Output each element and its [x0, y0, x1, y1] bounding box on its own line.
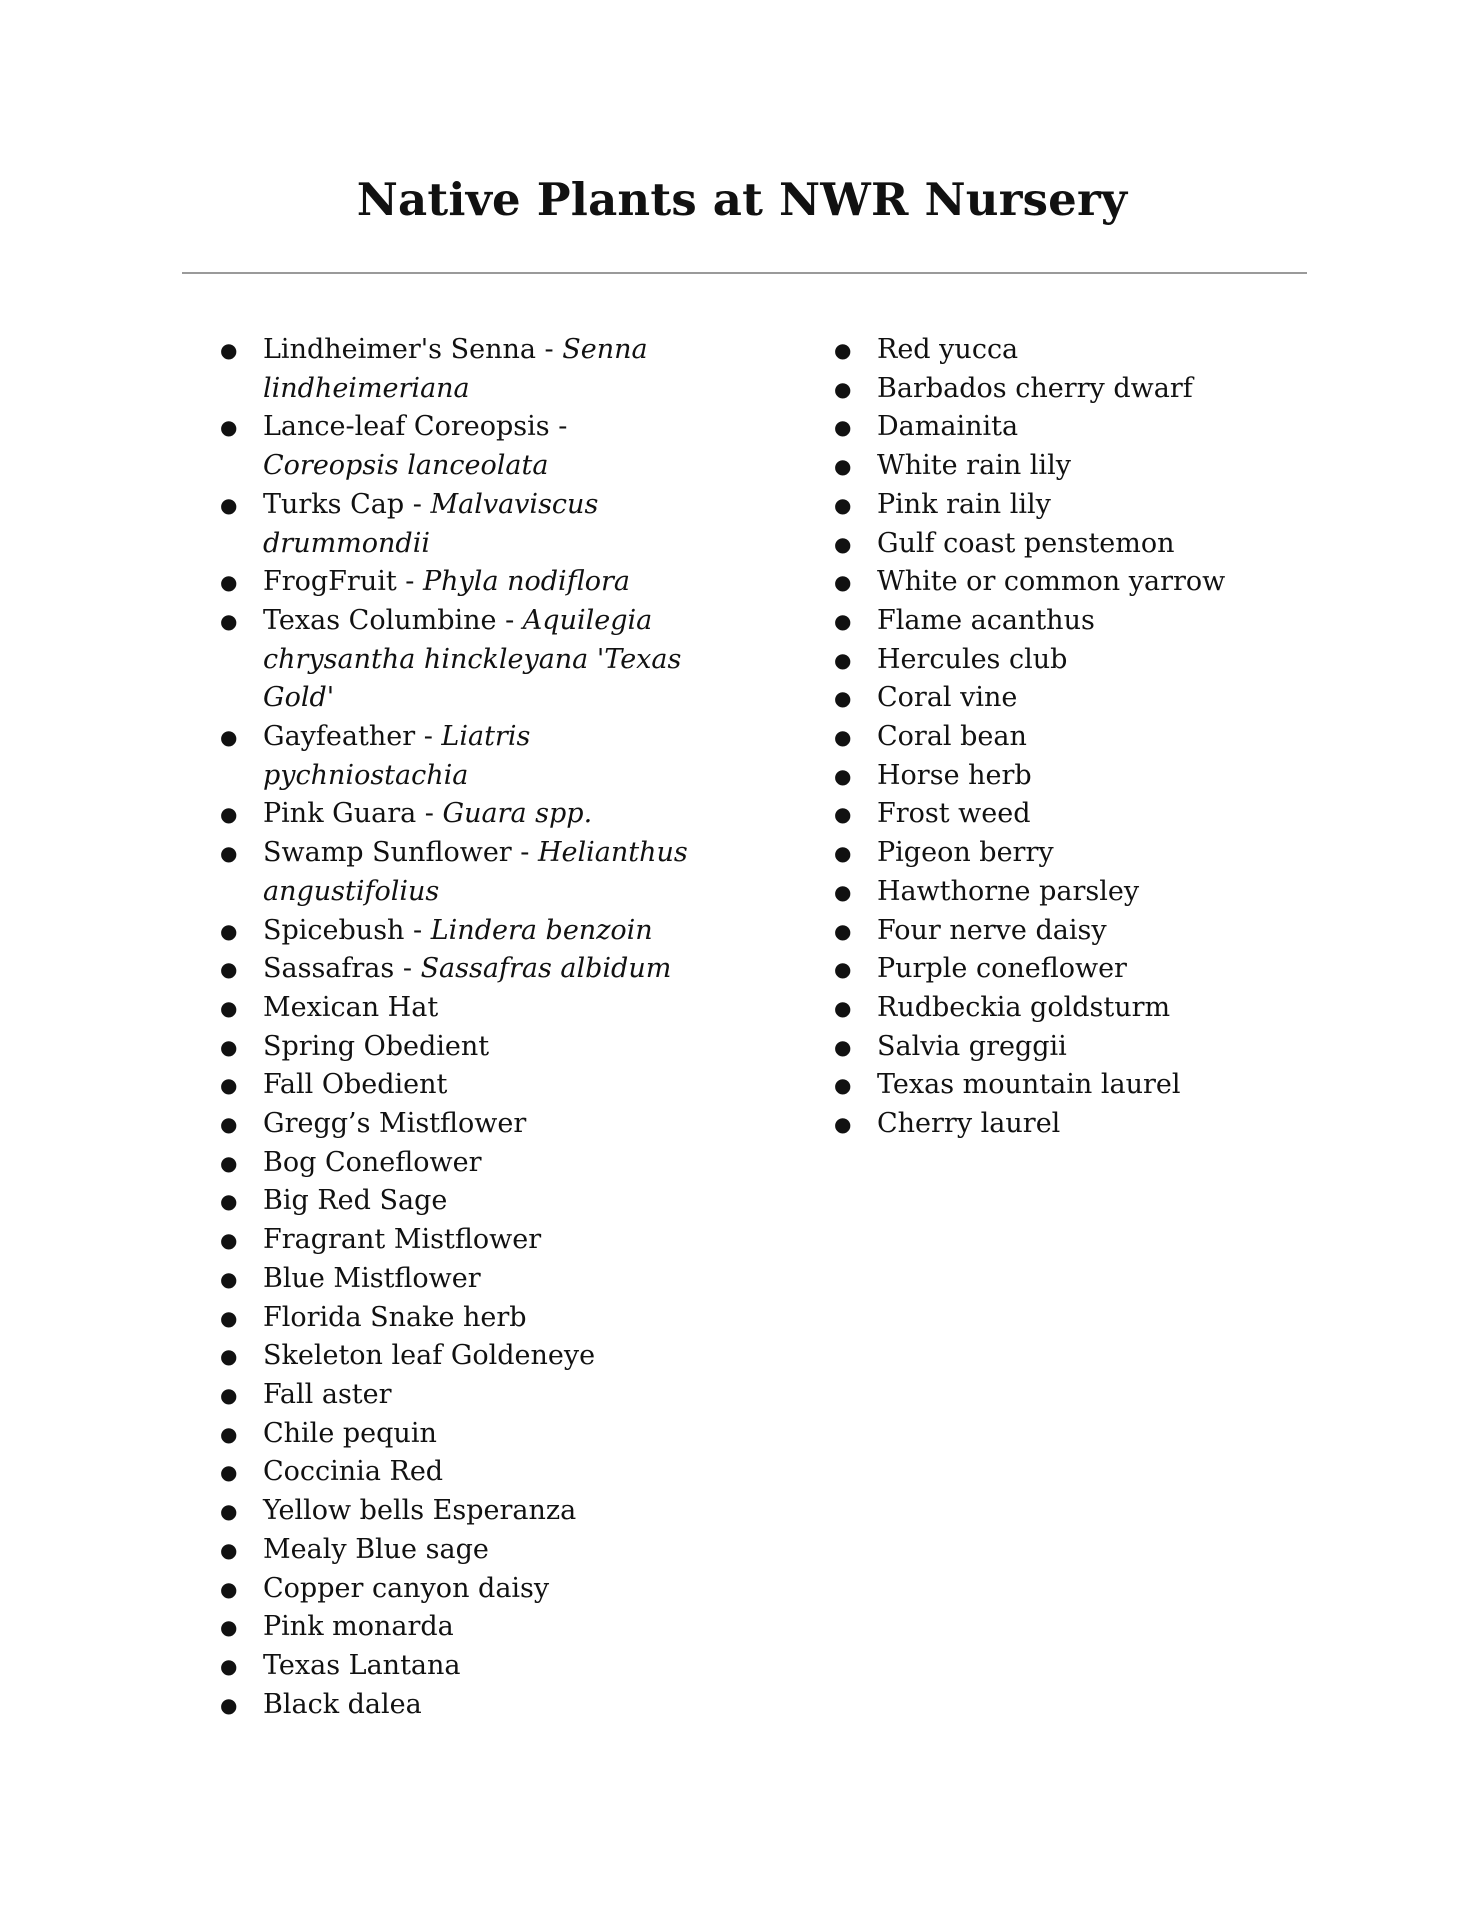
list-item: [214, 950, 699, 989]
plant-common-name: Fragrant Mistflower: [263, 1224, 542, 1256]
plant-common-name: Barbados cherry dwarf: [877, 372, 1193, 404]
bullet-icon: ●: [220, 841, 238, 866]
plant-scientific-name: Sassafras albidum: [420, 953, 672, 985]
plant-common-name: Pigeon berry: [877, 837, 1054, 869]
name-separator: -: [396, 566, 423, 598]
list-item: [214, 989, 699, 1028]
plant-common-name: Texas mountain laurel: [877, 1069, 1181, 1101]
bullet-icon: ●: [220, 1034, 238, 1059]
list-item: [214, 1686, 699, 1725]
bullet-icon: ●: [834, 608, 852, 633]
list-item: [214, 563, 699, 602]
plant-common-name: Pink Guara: [263, 798, 417, 830]
plant-common-name: Fall aster: [263, 1378, 392, 1410]
plant-common-name: White rain lily: [877, 450, 1071, 482]
bullet-icon: ●: [220, 1228, 238, 1253]
bullet-icon: ●: [834, 647, 852, 672]
plant-common-name: Hawthorne parsley: [877, 875, 1140, 907]
bullet-icon: ●: [220, 608, 238, 633]
plant-common-name: Hercules club: [877, 643, 1068, 675]
plant-common-name: Rudbeckia goldsturm: [877, 991, 1171, 1023]
plant-common-name: Pink monarda: [263, 1611, 454, 1643]
name-separator: -: [415, 721, 442, 753]
name-separator: -: [496, 604, 523, 636]
list-item: [214, 1299, 699, 1338]
list-item: [214, 1260, 699, 1299]
bullet-icon: ●: [220, 1421, 238, 1446]
plant-common-name: Big Red Sage: [263, 1185, 448, 1217]
plant-common-name: Horse herb: [877, 759, 1032, 791]
plant-common-name: Salvia greggii: [877, 1030, 1067, 1062]
bullet-icon: ●: [220, 995, 238, 1020]
bullet-icon: ●: [834, 338, 852, 362]
bullet-icon: ●: [834, 802, 852, 827]
list-item: [828, 331, 1308, 370]
plant-common-name: White or common yarrow: [877, 566, 1226, 598]
name-separator: -: [394, 953, 421, 985]
plant-scientific-name: Guara spp.: [442, 798, 593, 830]
list-item: [214, 1453, 699, 1492]
bullet-icon: ●: [834, 415, 852, 440]
list-item: [828, 795, 1308, 834]
bullet-icon: ●: [220, 1460, 238, 1485]
plant-common-name: Fall Obedient: [263, 1069, 448, 1101]
plant-common-name: Pink rain lily: [877, 488, 1051, 520]
list-item: [214, 1376, 699, 1415]
list-item: [828, 757, 1308, 796]
plant-common-name: Copper canyon daisy: [263, 1572, 550, 1604]
plant-common-name: Coccinia Red: [263, 1456, 444, 1488]
plant-scientific-name: Senna lindheimeriana: [263, 334, 648, 404]
name-separator: -: [535, 334, 563, 365]
plant-scientific-name: Coreopsis lanceolata: [263, 450, 549, 482]
plant-common-name: Gayfeather: [263, 721, 416, 753]
bullet-icon: ●: [834, 570, 852, 595]
name-separator: -: [549, 411, 568, 443]
name-separator: -: [511, 837, 539, 869]
list-item: [214, 602, 699, 718]
name-separator: -: [404, 488, 431, 520]
bullet-icon: ●: [834, 879, 852, 904]
bullet-icon: ●: [834, 376, 852, 401]
bullet-icon: ●: [220, 1189, 238, 1214]
bullet-icon: ●: [220, 1344, 238, 1369]
plant-common-name: Purple coneflower: [877, 953, 1127, 985]
bullet-icon: ●: [834, 763, 852, 788]
plant-common-name: Spicebush: [263, 914, 405, 946]
plant-common-name: Texas Columbine: [263, 604, 497, 636]
bullet-icon: ●: [834, 531, 852, 556]
plant-scientific-name: Aquilegia chrysantha hinckleyana 'Texas Gold': [263, 604, 682, 714]
list-item: [214, 1608, 699, 1647]
bullet-icon: ●: [220, 1537, 238, 1562]
plant-common-name: Blue Mistflower: [263, 1262, 481, 1294]
list-item: [828, 563, 1308, 602]
bullet-icon: ●: [834, 492, 852, 517]
plant-common-name: Turks Cap: [263, 488, 405, 520]
plant-scientific-name: Liatris pychniostachia: [263, 721, 531, 791]
plant-common-name: Sassafras: [263, 953, 395, 985]
plant-common-name: Gulf coast penstemon: [877, 527, 1175, 559]
bullet-icon: ●: [220, 802, 238, 827]
bullet-icon: ●: [834, 686, 852, 711]
bullet-icon: ●: [834, 841, 852, 866]
list-item: [828, 370, 1308, 409]
list-item: [828, 950, 1308, 989]
plant-common-name: Skeleton leaf Goldeneye: [263, 1340, 596, 1372]
bullet-icon: ●: [220, 918, 238, 943]
plant-common-name: Yellow bells Esperanza: [263, 1495, 577, 1527]
list-item: [214, 1492, 699, 1531]
bullet-icon: ●: [834, 995, 852, 1020]
bullet-icon: ●: [220, 1653, 238, 1678]
list-item: [828, 718, 1308, 757]
bullet-icon: ●: [220, 1112, 238, 1137]
list-item: [828, 912, 1308, 951]
bullet-icon: ●: [834, 454, 852, 479]
plant-common-name: Texas Lantana: [263, 1649, 461, 1681]
list-item: [214, 331, 699, 408]
plant-common-name: FrogFruit: [263, 566, 397, 598]
plant-common-name: Damainita: [877, 411, 1019, 443]
bullet-icon: ●: [834, 1073, 852, 1098]
plant-common-name: Red yucca: [877, 334, 1019, 365]
bullet-icon: ●: [220, 1305, 238, 1330]
bullet-icon: ●: [834, 918, 852, 943]
list-item: [214, 1066, 699, 1105]
bullet-icon: ●: [834, 957, 852, 982]
list-item: [828, 873, 1308, 912]
bullet-icon: ●: [220, 1615, 238, 1640]
list-item: [828, 641, 1308, 680]
list-item: [214, 1105, 699, 1144]
plant-common-name: Coral bean: [877, 721, 1027, 753]
plant-common-name: Cherry laurel: [877, 1108, 1061, 1140]
list-item: [828, 408, 1308, 447]
list-item: [214, 1415, 699, 1454]
bullet-icon: ●: [834, 1112, 852, 1137]
list-item: [828, 679, 1308, 718]
bullet-icon: ●: [220, 957, 238, 982]
list-item: [214, 1337, 699, 1376]
list-item: [214, 1221, 699, 1260]
list-item: [214, 1570, 699, 1609]
list-item: [828, 486, 1308, 525]
bullet-icon: ●: [220, 1499, 238, 1524]
bullet-icon: ●: [220, 1576, 238, 1601]
bullet-icon: ●: [220, 1073, 238, 1098]
bullet-icon: ●: [220, 415, 238, 440]
plant-list-right-column: [828, 331, 1308, 1144]
plant-common-name: Mexican Hat: [263, 991, 439, 1023]
plant-common-name: Gregg’s Mistflower: [263, 1108, 527, 1140]
plant-common-name: Black dalea: [263, 1688, 422, 1720]
list-item: [828, 989, 1308, 1028]
plant-common-name: Flame acanthus: [877, 604, 1095, 636]
list-item: [214, 1028, 699, 1067]
plant-common-name: Chile pequin: [263, 1417, 437, 1449]
plant-scientific-name: Malvaviscus drummondii: [263, 488, 599, 559]
list-item: [214, 718, 699, 795]
plant-common-name: Mealy Blue sage: [263, 1533, 489, 1565]
plant-list-left-column: [214, 331, 699, 1724]
page-title: Native Plants at NWR Nursery: [356, 173, 1128, 226]
list-item: [828, 525, 1308, 564]
plant-common-name: Frost weed: [877, 798, 1031, 830]
bullet-icon: ●: [834, 725, 852, 750]
list-item: [828, 602, 1308, 641]
plant-scientific-name: Lindera benzoin: [430, 914, 653, 946]
plant-common-name: Florida Snake herb: [263, 1301, 527, 1333]
bullet-icon: ●: [220, 725, 238, 750]
bullet-icon: ●: [220, 1692, 238, 1717]
bullet-icon: ●: [220, 1266, 238, 1291]
list-item: [828, 1105, 1308, 1144]
plant-common-name: Coral vine: [877, 682, 1018, 714]
bullet-icon: ●: [834, 1034, 852, 1059]
list-item: [214, 486, 699, 563]
list-item: [828, 1028, 1308, 1067]
bullet-icon: ●: [220, 338, 238, 362]
list-item: [214, 1647, 699, 1686]
list-item: [214, 1531, 699, 1570]
list-item: [828, 834, 1308, 873]
bullet-icon: ●: [220, 492, 238, 517]
plant-common-name: Lindheimer's Senna: [263, 334, 536, 365]
name-separator: -: [416, 798, 443, 830]
bullet-icon: ●: [220, 570, 238, 595]
plant-common-name: Swamp Sunflower: [263, 837, 512, 869]
plant-scientific-name: Phyla nodiflora: [423, 566, 630, 598]
bullet-icon: ●: [220, 1382, 238, 1407]
list-item: [828, 1066, 1308, 1105]
plant-common-name: Bog Coneflower: [263, 1146, 482, 1178]
plant-common-name: Spring Obedient: [263, 1030, 490, 1062]
plant-scientific-name: Helianthus angustifolius: [263, 837, 688, 907]
list-item: [828, 447, 1308, 486]
bullet-icon: ●: [220, 1150, 238, 1175]
list-item: [214, 795, 699, 834]
title-divider: [182, 272, 1307, 274]
list-item: [214, 408, 699, 485]
plant-common-name: Four nerve daisy: [877, 914, 1107, 946]
name-separator: -: [404, 914, 431, 946]
list-item: [214, 1182, 699, 1221]
list-item: [214, 912, 699, 951]
list-item: [214, 834, 699, 911]
list-item: [214, 1144, 699, 1183]
plant-common-name: Lance-leaf Coreopsis: [263, 411, 550, 443]
